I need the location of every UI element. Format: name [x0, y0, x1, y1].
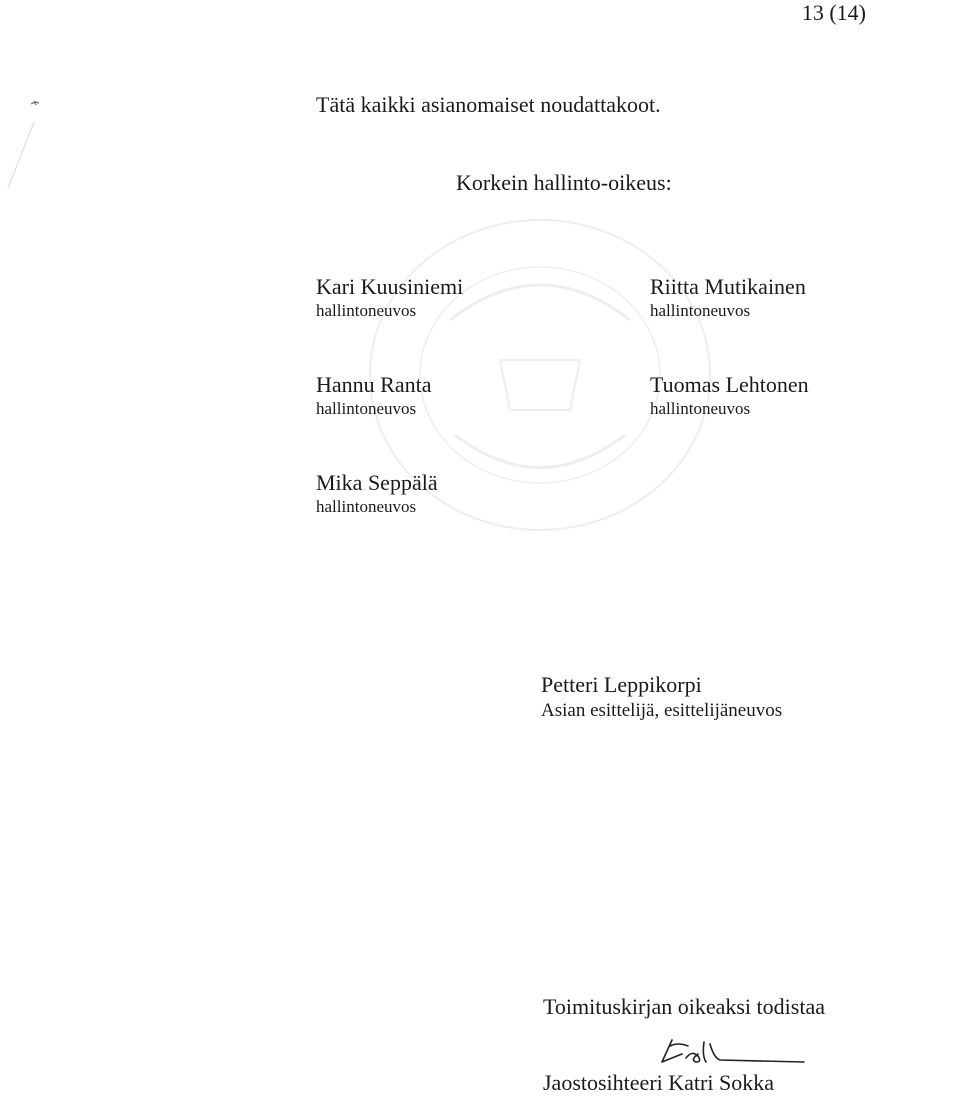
presenter-name: Petteri Leppikorpi: [541, 672, 702, 697]
signatory-role: hallintoneuvos: [316, 497, 417, 516]
signatory-name: Hannu Ranta: [316, 372, 432, 397]
signatory-name: Mika Seppälä: [316, 470, 438, 495]
page-number: 13 (14): [801, 0, 866, 25]
signatory-role: hallintoneuvos: [316, 399, 417, 418]
signatory-lehtonen: [650, 372, 809, 419]
presenter-role: Asian esittelijä, esittelijäneuvos: [541, 700, 783, 721]
scan-speck-icon: [30, 98, 40, 108]
court-name: Korkein hallinto-oikeus:: [456, 170, 672, 195]
signatory-name: Tuomas Lehtonen: [650, 372, 809, 397]
signatory-mutikainen: [650, 274, 806, 321]
signatory-role: hallintoneuvos: [650, 301, 751, 320]
intro-text: Tätä kaikki asianomaiset noudattakoot.: [316, 92, 661, 117]
signatory-role: hallintoneuvos: [650, 399, 751, 418]
scan-artifact-line: [6, 120, 36, 190]
signatory-name: Riitta Mutikainen: [650, 274, 806, 299]
signatory-role: hallintoneuvos: [316, 301, 417, 320]
signatory-kuusiniemi: [316, 274, 463, 321]
clerk-name: Jaostosihteeri Katri Sokka: [543, 1070, 774, 1095]
signatory-ranta: [316, 372, 431, 419]
certification-text: Toimituskirjan oikeaksi todistaa: [543, 994, 825, 1019]
signatory-seppala: [316, 470, 438, 517]
signatory-name: Kari Kuusiniemi: [316, 274, 464, 299]
